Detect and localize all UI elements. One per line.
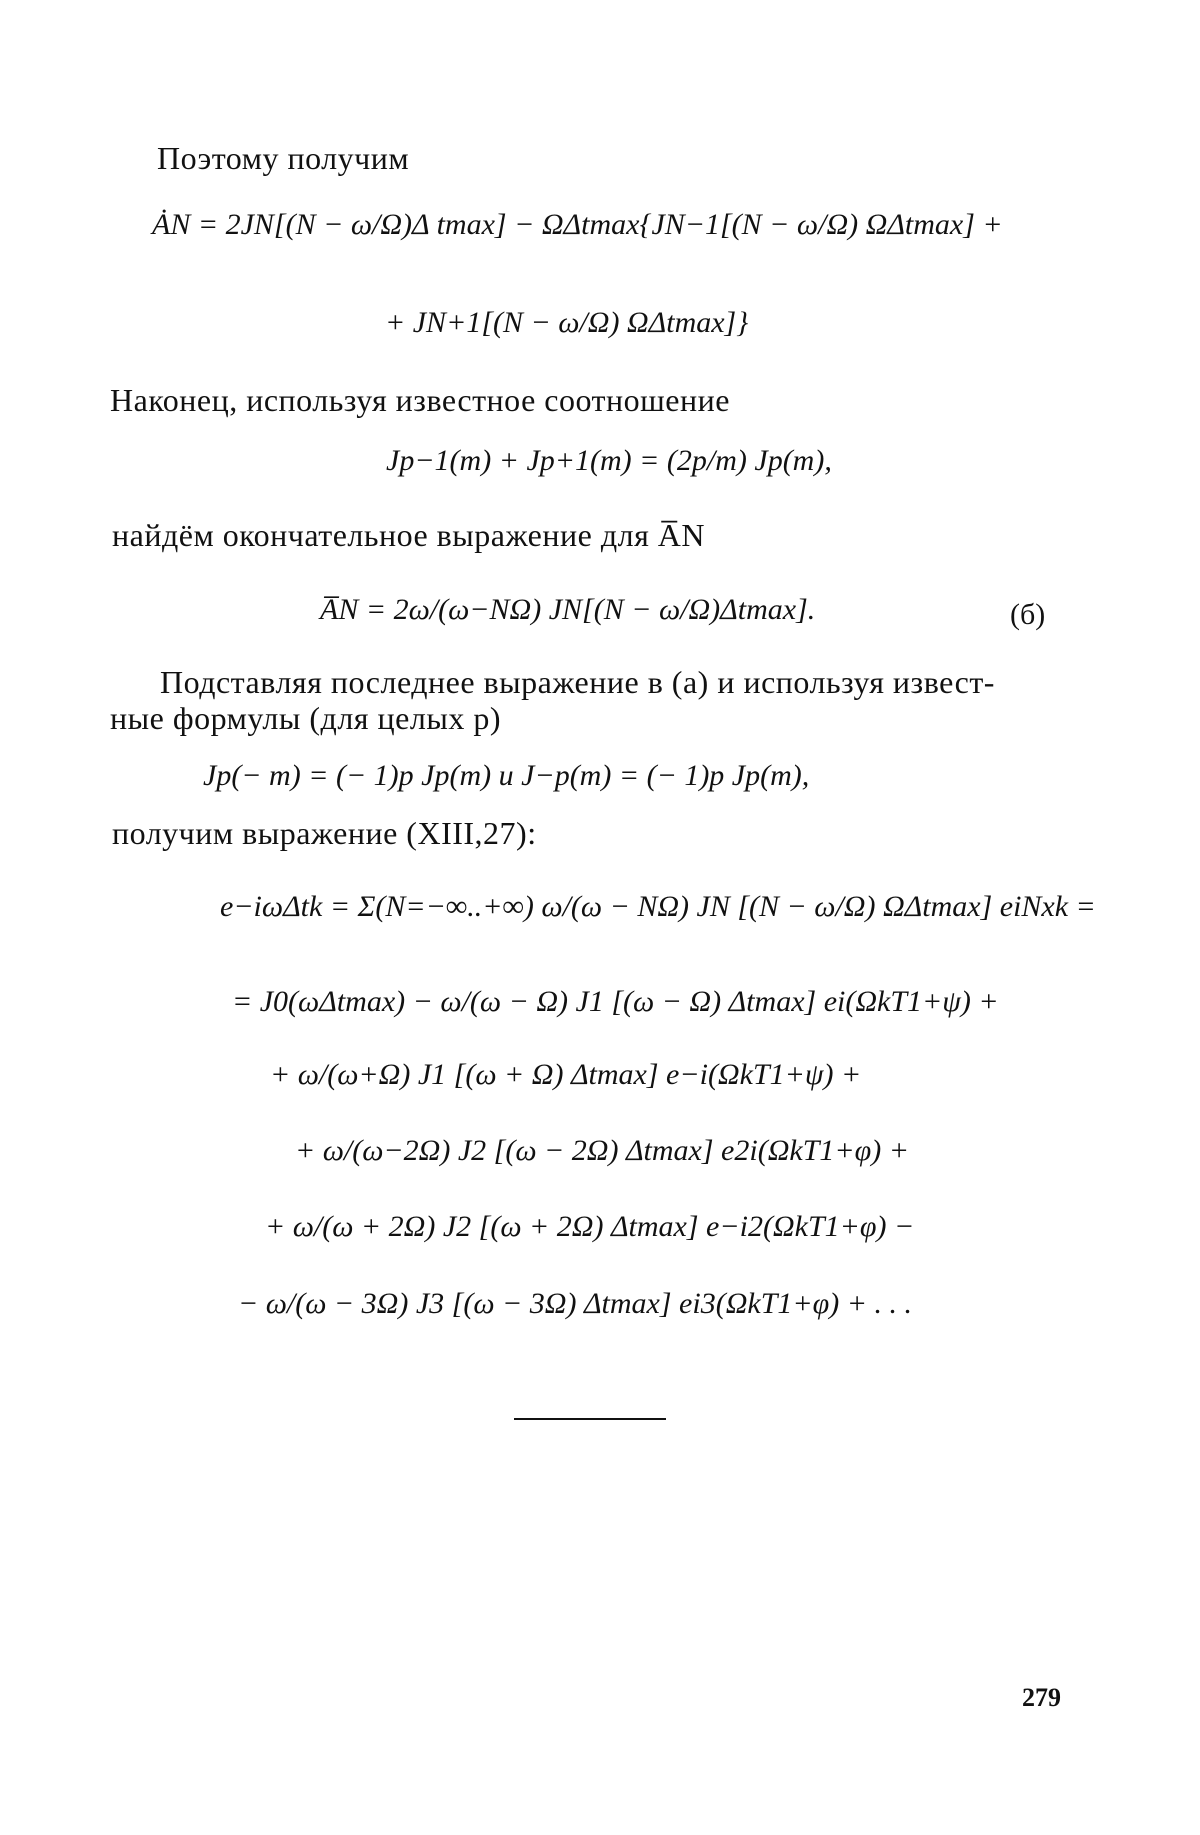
equation-bessel-parity: Jp(− m) = (− 1)p Jp(m) и J−p(m) = (− 1)p Jp(m), <box>203 759 810 792</box>
text-obtain-expression: получим выражение (XIII,27): <box>112 815 537 851</box>
equation-expansion-line-5: + ω/(ω + 2Ω) J2 [(ω + 2Ω) Δtmax] e−i2(ΩkT1+φ) − <box>265 1210 915 1243</box>
text-substituting-2: ные формулы (для целых p) <box>110 700 501 736</box>
equation-expansion-line-6: − ω/(ω − 3Ω) J3 [(ω − 3Ω) Δtmax] ei3(ΩkT1+φ) + . . . <box>238 1287 912 1320</box>
equation-bessel-recurrence: Jp−1(m) + Jp+1(m) = (2p/m) Jp(m), <box>386 444 832 477</box>
equation-number: (б) <box>1010 598 1046 631</box>
intro-text-1: Поэтому получим <box>157 140 410 176</box>
text-finally: Наконец, используя известное соотношение <box>110 382 730 418</box>
text-substituting-1: Подставляя последнее выражение в (a) и используя извест- <box>160 664 995 700</box>
page-number: 279 <box>1022 1683 1061 1712</box>
text-find-final: найдём окончательное выражение для A̅N <box>112 517 706 553</box>
equation-a-n-line-1: ȦN = 2JN[(N − ω/Ω)Δ tmax] − ΩΔtmax{JN−1[(N − ω/Ω) ΩΔtmax] + <box>152 208 1003 241</box>
equation-a-n-line-2: + JN+1[(N − ω/Ω) ΩΔtmax]} <box>385 306 749 339</box>
equation-expansion-line-1: e−iωΔtk = Σ(N=−∞..+∞) ω/(ω − NΩ) JN [(N − ω/Ω) ΩΔtmax] eiNxk = <box>220 890 1096 923</box>
equation-expansion-line-2: = J0(ωΔtmax) − ω/(ω − Ω) J1 [(ω − Ω) Δtmax] ei(ΩkT1+ψ) + <box>232 985 999 1018</box>
equation-a-n-bar: A̅N = 2ω/(ω−NΩ) JN[(N − ω/Ω)Δtmax]. <box>320 593 816 626</box>
footnote-divider <box>514 1418 666 1420</box>
equation-expansion-line-3: + ω/(ω+Ω) J1 [(ω + Ω) Δtmax] e−i(ΩkT1+ψ) + <box>270 1058 862 1091</box>
equation-expansion-line-4: + ω/(ω−2Ω) J2 [(ω − 2Ω) Δtmax] e2i(ΩkT1+φ) + <box>295 1134 909 1167</box>
